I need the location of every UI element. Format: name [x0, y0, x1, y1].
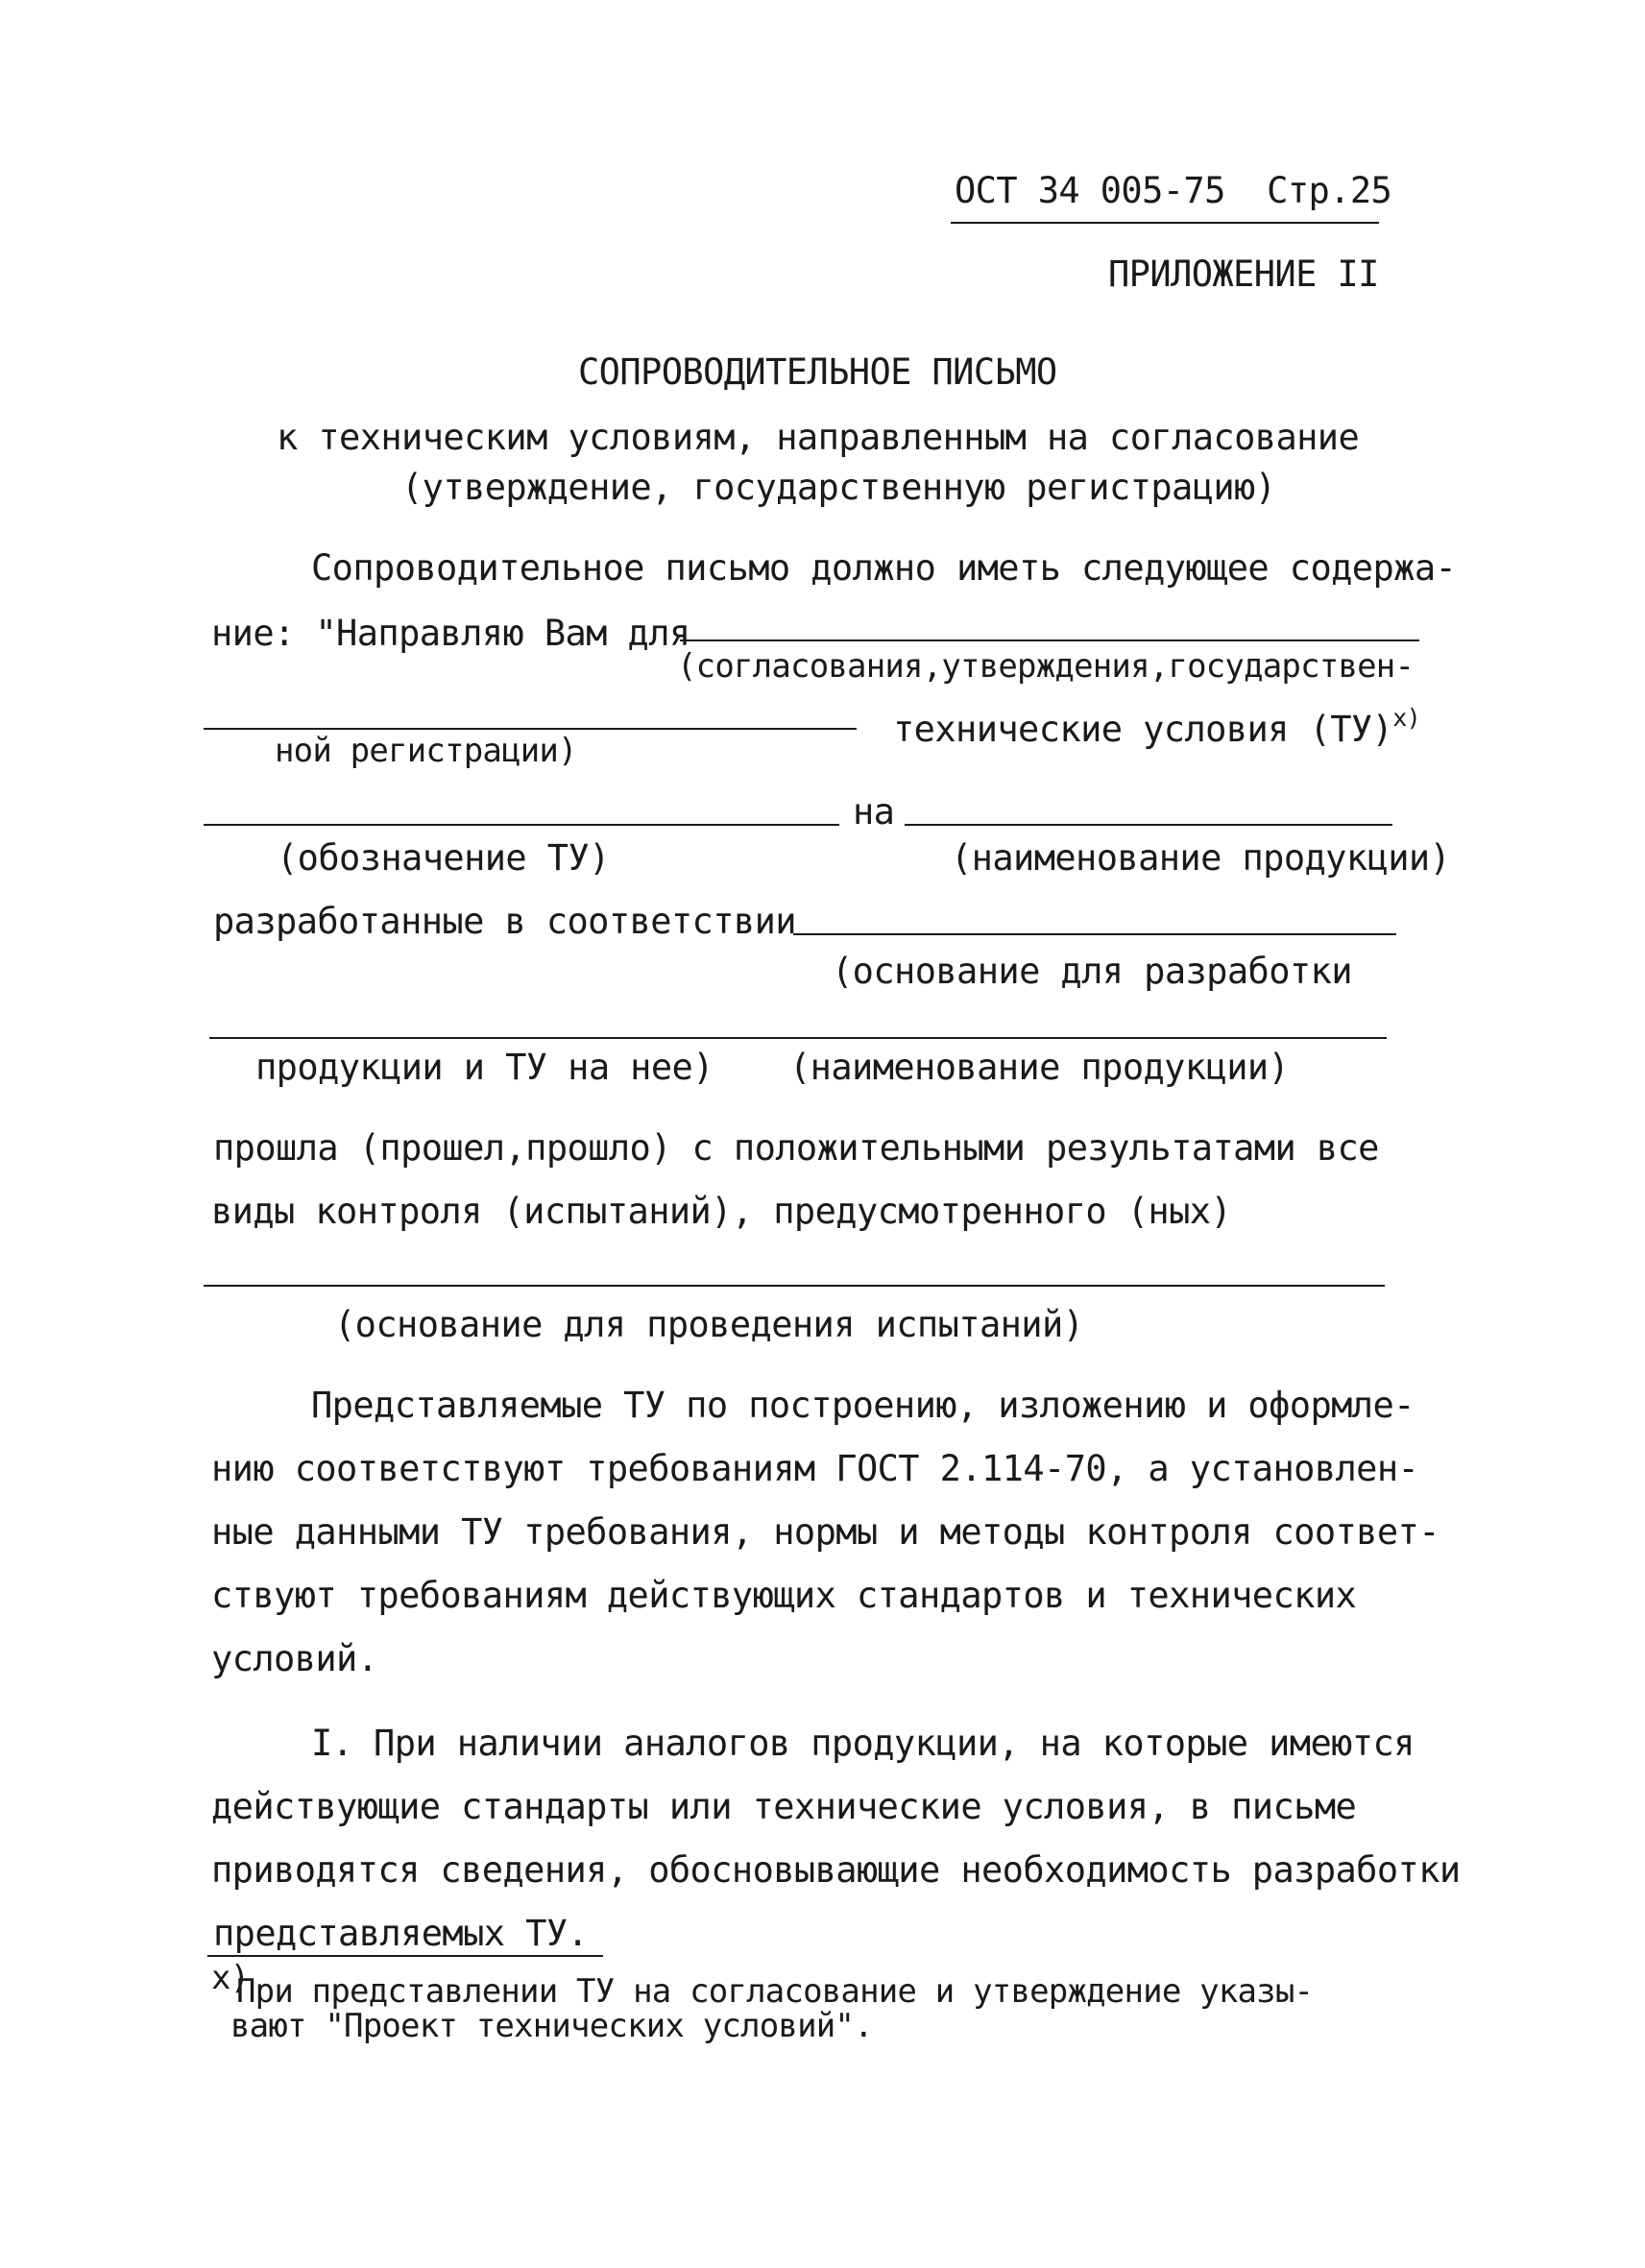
purpose-blank [680, 639, 1419, 641]
caption-designation: (обозначение ТУ) [277, 837, 610, 879]
caption-test-basis: (основание для проведения испытаний) [334, 1304, 1084, 1345]
appendix-label: ПРИЛОЖЕНИЕ II [1108, 253, 1379, 295]
intro-line-2: ние: "Направляю Вам для [211, 613, 690, 654]
test-basis-blank [204, 1285, 1385, 1287]
letter-title: СОПРОВОДИТЕЛЬНОЕ ПИСЬМО [578, 351, 1057, 393]
caption-product-name-2: (наименование продукции) [789, 1047, 1290, 1088]
letter-subtitle-1: к техническим условиям, направленным на согласование [277, 417, 1360, 458]
footnote-mark: x) [211, 1959, 250, 1997]
intro-line-1: Сопроводительное письмо должно иметь следующее содержа- [311, 547, 1457, 589]
basis-blank [793, 933, 1396, 935]
paragraph-2-line-1: I. При наличии аналогов продукции, на которые имеются [311, 1723, 1415, 1764]
paragraph-1-line-3: ные данными ТУ требования, нормы и методы контроля соответ- [211, 1511, 1439, 1553]
developed-text: разработанные в соответствии [213, 901, 796, 942]
passed-line-2: виды контроля (испытаний), предусмотренного (ных) [211, 1191, 1232, 1232]
basis-blank-2 [209, 1037, 1387, 1039]
product-name-blank [905, 824, 1392, 826]
caption-basis-1: (основание для разработки [832, 951, 1352, 992]
paragraph-2-line-3: приводятся сведения, обосновывающие необходимость разработки [211, 1849, 1461, 1891]
paragraph-2-line-2: действующие стандарты или технические условия, в письме [211, 1786, 1357, 1827]
on-word: на [853, 791, 895, 832]
tech-conditions-text: технические условия (ТУ)$^{x)}$ [893, 704, 1421, 750]
designation-blank [204, 824, 839, 826]
paragraph-1-line-4: ствуют требованиям действующих стандартов и технических [211, 1575, 1357, 1616]
caption-basis-2: продукции и ТУ на нее) [255, 1047, 714, 1088]
passed-line-1: прошла (прошел,прошло) с положительными результатами все [213, 1127, 1379, 1169]
paragraph-2-line-4: представляемых ТУ. [213, 1913, 589, 1954]
paragraph-1-line-5: условий. [211, 1638, 378, 1679]
paragraph-1-line-1: Представляемые ТУ по построению, изложению и оформле- [311, 1385, 1415, 1426]
caption-purpose-2: ной регистрации) [275, 732, 577, 770]
caption-purpose-1: (согласования,утверждения,государствен- [677, 647, 1415, 686]
footnote-line-2: вают "Проект технических условий". [230, 2007, 873, 2045]
caption-product-name: (наименование продукции) [951, 837, 1451, 879]
doc-id: ОСТ 34 005-75 Стр.25 [955, 170, 1392, 211]
letter-subtitle-2: (утверждение, государственную регистрацию) [401, 467, 1276, 508]
paragraph-1-line-2: нию соответствуют требованиям ГОСТ 2.114-70, а установлен- [211, 1448, 1419, 1489]
footnote-ref: x) [1392, 704, 1421, 732]
header-rule [951, 222, 1379, 224]
footnote-line-1: При представлении ТУ на согласование и утверждение указы- [236, 1972, 1314, 2011]
footnote-separator [207, 1955, 603, 1957]
